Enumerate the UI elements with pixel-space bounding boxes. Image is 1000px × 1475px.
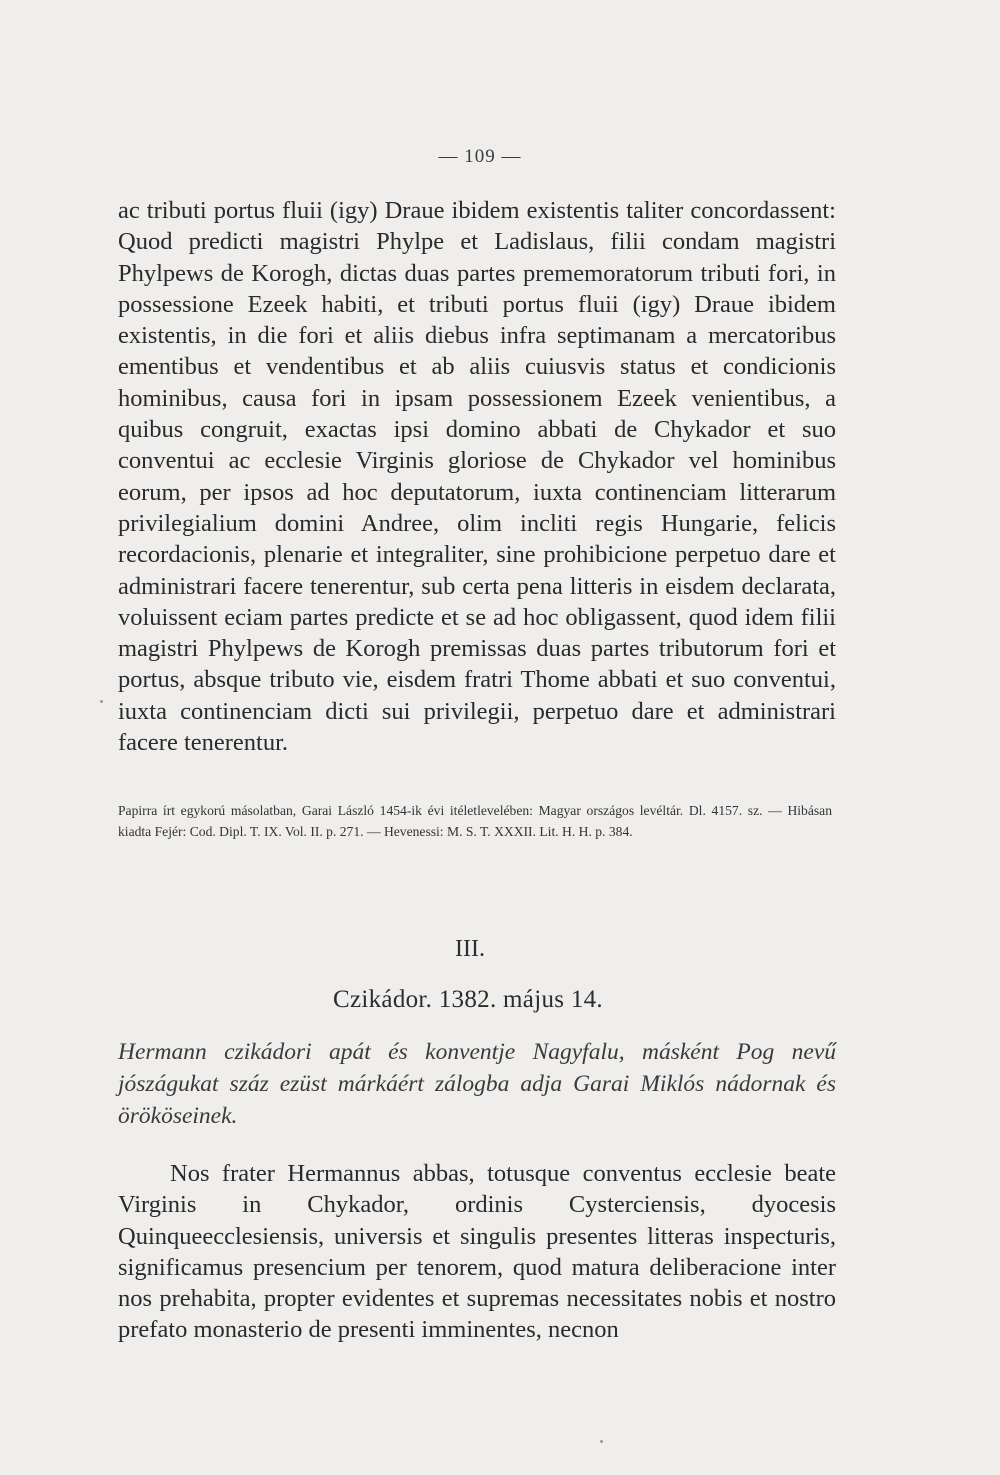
body-paragraph-2: Nos frater Hermannus abbas, totusque conventus ecclesie beate Virginis in Chykador, ordinis Cysterciensis, dyocesis Quinqueecclesiensis, universis et singulis presentes litteras inspecturis, significamus presencium per tenorem, quod matura deliberacione inter nos prehabita, propter evidentes et supremas necessitates nobis et nostro prefato monasterio de presenti imminentes, necnon [118, 1160, 836, 1344]
document-place-date: Czikádor. 1382. május 14. [333, 986, 603, 1013]
document-summary: Hermann czikádori apát és konventje Nagyfalu, másként Pog nevű jószágukat száz ezüst márkáért zálogba adja Garai Miklós nádornak és örököseinek. [118, 1039, 836, 1129]
paper-speck [600, 1440, 603, 1443]
section-number: III. [455, 936, 485, 962]
page-number: — 109 — [438, 146, 522, 167]
paper-speck [100, 700, 103, 703]
source-note: Papirra írt egykorú másolatban, Garai László 1454-ik évi itéletlevelében: Magyar országos levéltár. Dl. 4157. sz. — Hibásan kiadta Fejér: Cod. Dipl. T. IX. Vol. II. p. 271. — Hevenessi: M. S. T. XXXII. Lit. H. H. p. 384. [118, 803, 832, 839]
body-paragraph-1: ac tributi portus fluii (igy) Draue ibidem existentis taliter concordassent: Quod predicti magistri Phylpe et Ladislaus, filii condam magistri Phylpews de Korogh, dictas duas partes prememoratorum tributi fori, in possessione Ezeek habiti, et tributi portus fluii (igy) Draue ibidem existentis, in die fori et aliis diebus infra septimanam a mercatoribus ementibus et vendentibus et ab aliis cuiusvis status et condicionis hominibus, causa fori in ipsam possessionem Ezeek venientibus, a quibus congruit, exactas ipsi domino abbati de Chykador et suo conventui ac ecclesie Virginis gloriose de Chykador vel hominibus eorum, per ipsos ad hoc deputatorum, iuxta continenciam litterarum privilegialium domini Andree, olim incliti regis Hungarie, felicis recordacionis, plenarie et integraliter, sine prohibicione perpetuo dare et administrari facere tenerentur, sub certa pena litteris in eisdem declarata, voluissent eciam partes predicte et se ad hoc obligassent, quod idem filii magistri Phylpews de Korogh premissas duas partes tributorum fori et portus, absque tributo vie, eisdem fratri Thome abbati et suo conventui, iuxta continenciam dicti sui privilegii, perpetuo dare et administrari facere tenerentur. [118, 197, 836, 757]
